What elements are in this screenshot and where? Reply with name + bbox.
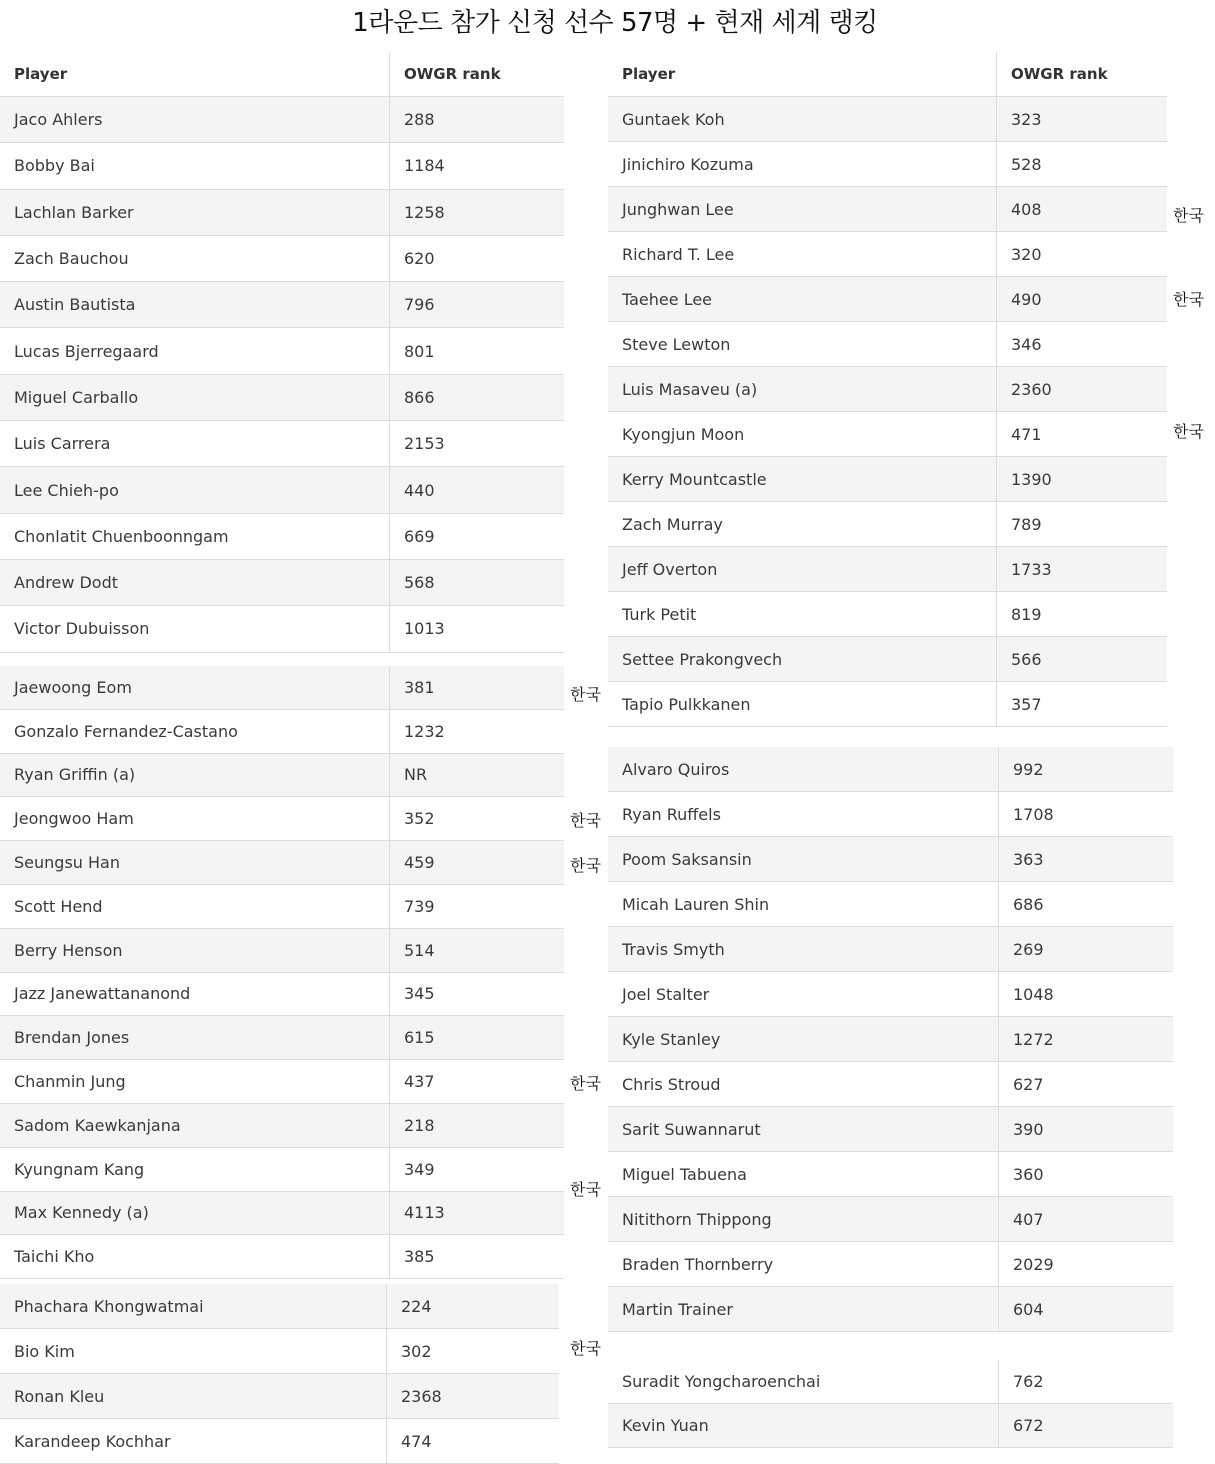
player-name: Chris Stroud xyxy=(608,1062,999,1106)
owgr-rank: 1708 xyxy=(1013,804,1054,824)
table-row xyxy=(0,1192,564,1236)
player-name: Lachlan Barker xyxy=(0,190,390,235)
player-name: Jaewoong Eom xyxy=(0,666,390,709)
table-row xyxy=(608,367,1167,412)
korea-label: 한국 xyxy=(1173,422,1204,441)
owgr-rank: 528 xyxy=(1011,154,1042,174)
player-name: Andrew Dodt xyxy=(0,560,390,605)
player-name: Victor Dubuisson xyxy=(0,606,390,651)
player-name: Micah Lauren Shin xyxy=(608,882,999,926)
table-row xyxy=(0,190,564,236)
table-row xyxy=(608,322,1167,367)
owgr-rank: 801 xyxy=(404,341,435,361)
table-row xyxy=(0,666,564,710)
table-row xyxy=(608,592,1167,637)
table-row xyxy=(608,502,1167,547)
owgr-rank: 360 xyxy=(1013,1164,1044,1184)
table-header xyxy=(608,52,1167,97)
owgr-rank: 1258 xyxy=(404,202,445,222)
owgr-rank: 1048 xyxy=(1013,984,1054,1004)
left-table-2 xyxy=(0,666,564,1279)
player-name: Jazz Janewattananond xyxy=(0,973,390,1016)
owgr-rank: 437 xyxy=(404,1072,435,1092)
owgr-rank: 407 xyxy=(1013,1209,1044,1229)
owgr-rank: 604 xyxy=(1013,1299,1044,1319)
owgr-rank: 302 xyxy=(401,1341,432,1361)
right-table-1 xyxy=(608,52,1167,727)
owgr-rank: 459 xyxy=(404,853,435,873)
owgr-rank: 288 xyxy=(404,110,435,130)
player-name: Guntaek Koh xyxy=(608,97,997,141)
korea-label: 한국 xyxy=(570,1180,601,1199)
table-row xyxy=(608,1152,1173,1197)
player-name: Austin Bautista xyxy=(0,282,390,327)
player-name: Steve Lewton xyxy=(608,322,997,366)
owgr-rank: 440 xyxy=(404,480,435,500)
player-name: Kerry Mountcastle xyxy=(608,457,997,501)
owgr-rank: 345 xyxy=(404,984,435,1004)
table-row xyxy=(608,1360,1173,1404)
owgr-rank: 471 xyxy=(1011,424,1042,444)
player-name: Gonzalo Fernandez-Castano xyxy=(0,710,390,753)
player-name: Travis Smyth xyxy=(608,927,999,971)
table-row xyxy=(0,929,564,973)
table-row xyxy=(608,232,1167,277)
owgr-rank: 2029 xyxy=(1013,1254,1054,1274)
player-name: Settee Prakongvech xyxy=(608,637,997,681)
table-row xyxy=(0,143,564,189)
korea-label: 한국 xyxy=(570,685,601,704)
player-name: Seungsu Han xyxy=(0,841,390,884)
owgr-rank: 218 xyxy=(404,1115,435,1135)
header-rank: OWGR rank xyxy=(1011,65,1108,83)
player-name: Max Kennedy (a) xyxy=(0,1192,390,1235)
table-row xyxy=(0,1419,559,1464)
owgr-rank: 2368 xyxy=(401,1386,442,1406)
table-row xyxy=(608,1404,1173,1448)
owgr-rank: 627 xyxy=(1013,1074,1044,1094)
owgr-rank: 2153 xyxy=(404,434,445,454)
left-table-3 xyxy=(0,1284,559,1464)
table-row xyxy=(0,1235,564,1279)
owgr-rank: 1232 xyxy=(404,721,445,741)
owgr-rank: 789 xyxy=(1011,514,1042,534)
player-name: Zach Bauchou xyxy=(0,236,390,281)
owgr-rank: 568 xyxy=(404,573,435,593)
table-row xyxy=(0,560,564,606)
player-name: Zach Murray xyxy=(608,502,997,546)
player-name: Bobby Bai xyxy=(0,143,390,188)
owgr-rank: 992 xyxy=(1013,759,1044,779)
owgr-rank: 1272 xyxy=(1013,1029,1054,1049)
player-name: Sarit Suwannarut xyxy=(608,1107,999,1151)
korea-label: 한국 xyxy=(570,811,601,830)
player-name: Miguel Tabuena xyxy=(608,1152,999,1196)
table-row xyxy=(0,1104,564,1148)
player-name: Phachara Khongwatmai xyxy=(0,1284,387,1328)
owgr-rank: 352 xyxy=(404,809,435,829)
player-name: Ryan Griffin (a) xyxy=(0,754,390,797)
owgr-rank: 408 xyxy=(1011,199,1042,219)
header-player: Player xyxy=(0,52,390,96)
table-row xyxy=(0,97,564,143)
table-row xyxy=(0,1284,559,1329)
owgr-rank: 2360 xyxy=(1011,379,1052,399)
owgr-rank: 866 xyxy=(404,387,435,407)
header-player: Player xyxy=(608,52,997,96)
table-row xyxy=(0,885,564,929)
table-header xyxy=(0,52,564,97)
owgr-rank: 566 xyxy=(1011,649,1042,669)
owgr-rank: 363 xyxy=(1013,849,1044,869)
player-name: Alvaro Quiros xyxy=(608,747,999,791)
player-name: Taehee Lee xyxy=(608,277,997,321)
owgr-rank: 672 xyxy=(1013,1416,1044,1435)
owgr-rank: 269 xyxy=(1013,939,1044,959)
header-rank: OWGR rank xyxy=(404,65,501,83)
owgr-rank: 514 xyxy=(404,940,435,960)
table-row xyxy=(0,973,564,1017)
owgr-rank: 1733 xyxy=(1011,559,1052,579)
player-name: Poom Saksansin xyxy=(608,837,999,881)
table-row xyxy=(608,882,1173,927)
table-row xyxy=(608,547,1167,592)
player-name: Scott Hend xyxy=(0,885,390,928)
korea-label: 한국 xyxy=(570,1339,601,1358)
player-name: Luis Masaveu (a) xyxy=(608,367,997,411)
player-name: Ronan Kleu xyxy=(0,1374,387,1418)
table-row xyxy=(0,282,564,328)
player-name: Jeongwoo Ham xyxy=(0,797,390,840)
owgr-rank: 686 xyxy=(1013,894,1044,914)
player-name: Kevin Yuan xyxy=(608,1404,999,1447)
table-row xyxy=(608,792,1173,837)
table-row xyxy=(608,142,1167,187)
player-name: Joel Stalter xyxy=(608,972,999,1016)
owgr-rank: 762 xyxy=(1013,1372,1044,1391)
table-row xyxy=(0,754,564,798)
right-table-3 xyxy=(608,1360,1173,1448)
player-name: Ryan Ruffels xyxy=(608,792,999,836)
korea-label: 한국 xyxy=(570,1074,601,1093)
table-row xyxy=(0,514,564,560)
player-name: Jinichiro Kozuma xyxy=(608,142,997,186)
owgr-rank: NR xyxy=(404,765,428,785)
player-name: Lucas Bjerregaard xyxy=(0,328,390,373)
player-name: Braden Thornberry xyxy=(608,1242,999,1286)
table-row xyxy=(608,837,1173,882)
player-name: Kyle Stanley xyxy=(608,1017,999,1061)
table-row xyxy=(608,187,1167,232)
player-name: Martin Trainer xyxy=(608,1287,999,1331)
table-row xyxy=(0,1060,564,1104)
table-row xyxy=(0,1374,559,1419)
table-row xyxy=(0,1016,564,1060)
owgr-rank: 796 xyxy=(404,295,435,315)
table-row xyxy=(0,236,564,282)
left-table-1 xyxy=(0,52,564,653)
player-name: Chanmin Jung xyxy=(0,1060,390,1103)
player-name: Junghwan Lee xyxy=(608,187,997,231)
player-name: Taichi Kho xyxy=(0,1235,390,1278)
player-name: Turk Petit xyxy=(608,592,997,636)
owgr-rank: 615 xyxy=(404,1028,435,1048)
player-name: Lee Chieh-po xyxy=(0,467,390,512)
table-row xyxy=(608,747,1173,792)
owgr-rank: 1184 xyxy=(404,156,445,176)
table-row xyxy=(608,97,1167,142)
owgr-rank: 4113 xyxy=(404,1203,445,1223)
player-name: Chonlatit Chuenboonngam xyxy=(0,514,390,559)
table-row xyxy=(0,1148,564,1192)
table-row xyxy=(608,1242,1173,1287)
owgr-rank: 390 xyxy=(1013,1119,1044,1139)
table-row xyxy=(0,328,564,374)
korea-label: 한국 xyxy=(570,856,601,875)
player-name: Berry Henson xyxy=(0,929,390,972)
table-row xyxy=(608,412,1167,457)
player-name: Miguel Carballo xyxy=(0,375,390,420)
owgr-rank: 819 xyxy=(1011,604,1042,624)
owgr-rank: 620 xyxy=(404,249,435,269)
table-row xyxy=(608,457,1167,502)
table-row xyxy=(608,637,1167,682)
owgr-rank: 385 xyxy=(404,1247,435,1267)
table-row xyxy=(608,682,1167,727)
player-name: Jeff Overton xyxy=(608,547,997,591)
player-name: Suradit Yongcharoenchai xyxy=(608,1360,999,1403)
player-name: Tapio Pulkkanen xyxy=(608,682,997,726)
table-row xyxy=(0,841,564,885)
page-title: 1라운드 참가 신청 선수 57명 + 현재 세계 랭킹 xyxy=(352,8,878,38)
player-name: Richard T. Lee xyxy=(608,232,997,276)
table-row xyxy=(0,797,564,841)
table-row xyxy=(608,927,1173,972)
owgr-rank: 1013 xyxy=(404,619,445,639)
table-row xyxy=(608,972,1173,1017)
owgr-rank: 323 xyxy=(1011,109,1042,129)
table-row xyxy=(608,1017,1173,1062)
table-row xyxy=(608,1062,1173,1107)
player-name: Kyongjun Moon xyxy=(608,412,997,456)
korea-label: 한국 xyxy=(1173,206,1204,225)
table-row xyxy=(0,375,564,421)
owgr-rank: 669 xyxy=(404,526,435,546)
player-name: Luis Carrera xyxy=(0,421,390,466)
table-row xyxy=(0,1329,559,1374)
player-name: Bio Kim xyxy=(0,1329,387,1373)
korea-label: 한국 xyxy=(1173,290,1204,309)
table-row xyxy=(0,467,564,513)
player-name: Nitithorn Thippong xyxy=(608,1197,999,1241)
table-row xyxy=(608,277,1167,322)
owgr-rank: 320 xyxy=(1011,244,1042,264)
player-name: Brendan Jones xyxy=(0,1016,390,1059)
owgr-rank: 349 xyxy=(404,1159,435,1179)
owgr-rank: 1390 xyxy=(1011,469,1052,489)
owgr-rank: 474 xyxy=(401,1431,432,1451)
table-row xyxy=(0,606,564,652)
right-table-2 xyxy=(608,747,1173,1332)
player-name: Sadom Kaewkanjana xyxy=(0,1104,390,1147)
table-row xyxy=(608,1287,1173,1332)
table-row xyxy=(608,1107,1173,1152)
player-name: Jaco Ahlers xyxy=(0,97,390,142)
owgr-rank: 490 xyxy=(1011,289,1042,309)
player-name: Karandeep Kochhar xyxy=(0,1419,387,1463)
player-name: Kyungnam Kang xyxy=(0,1148,390,1191)
table-row xyxy=(0,421,564,467)
owgr-rank: 357 xyxy=(1011,694,1042,714)
owgr-rank: 739 xyxy=(404,896,435,916)
owgr-rank: 381 xyxy=(404,677,435,697)
table-row xyxy=(0,710,564,754)
owgr-rank: 224 xyxy=(401,1296,432,1316)
owgr-rank: 346 xyxy=(1011,334,1042,354)
table-row xyxy=(608,1197,1173,1242)
